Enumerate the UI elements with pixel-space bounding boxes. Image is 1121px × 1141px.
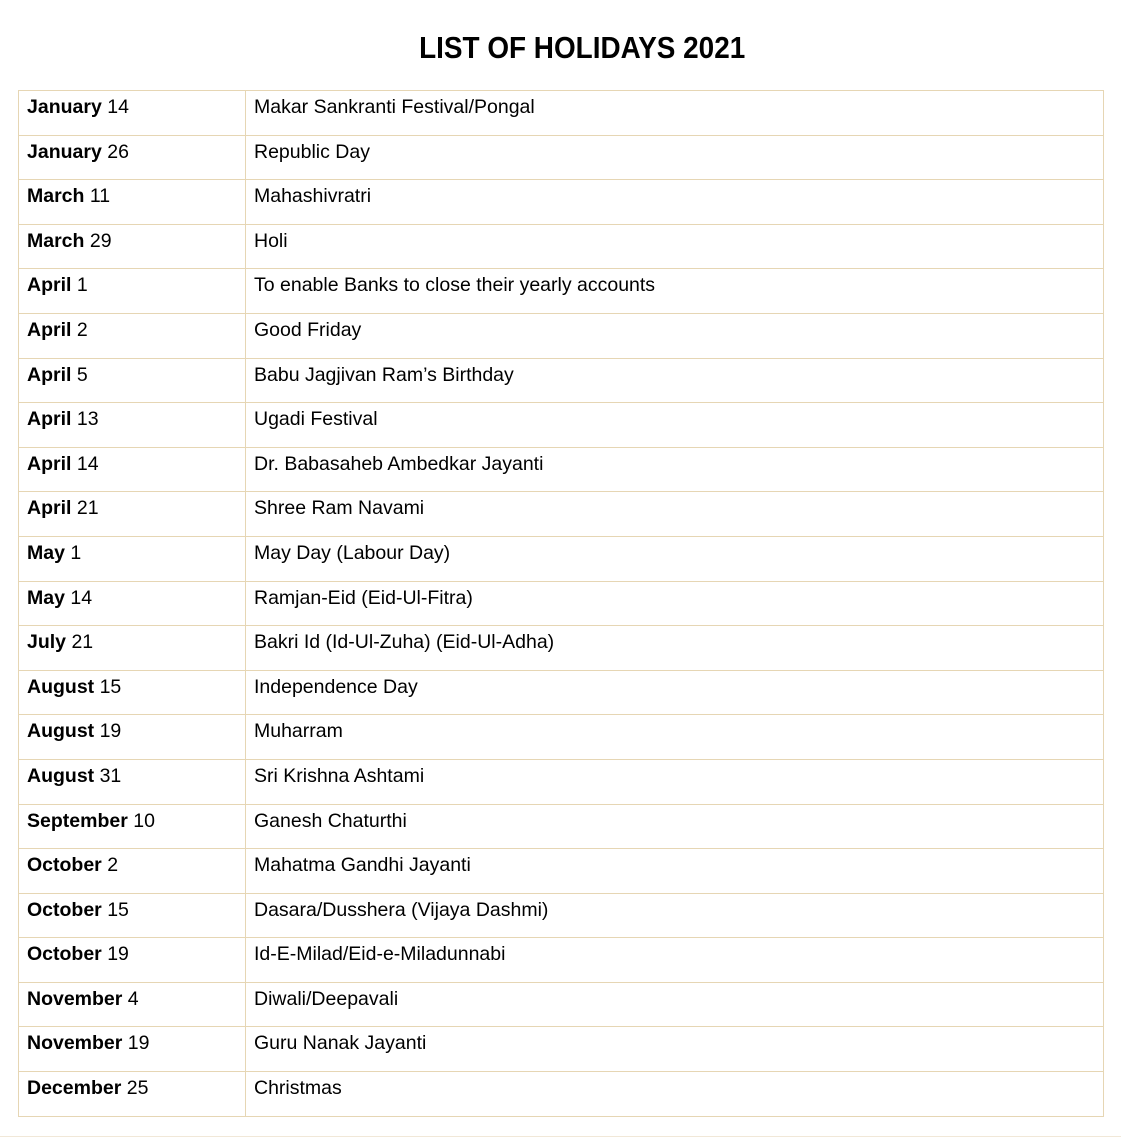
table-row: [19, 447, 1104, 492]
holiday-label: Muharram: [254, 720, 343, 743]
date-cell: [19, 135, 246, 180]
month-label: April: [27, 408, 72, 431]
holiday-label: Christmas: [254, 1077, 342, 1100]
month-label: October: [27, 943, 102, 966]
day-label: 10: [133, 809, 155, 832]
day-label: 29: [89, 229, 112, 252]
table-row: [19, 982, 1104, 1027]
holiday-label: Mahatma Gandhi Jayanti: [254, 854, 471, 877]
holiday-cell: [246, 626, 1104, 671]
holiday-label: Ramjan-Eid (Eid-Ul-Fitra): [254, 586, 473, 609]
holiday-cell: [246, 715, 1104, 760]
month-label: November: [27, 1032, 123, 1055]
day-label: 15: [99, 675, 122, 698]
table-row: [19, 849, 1104, 894]
month-label: December: [27, 1077, 122, 1100]
holiday-label: Sri Krishna Ashtami: [254, 764, 425, 787]
date-cell: [19, 180, 246, 225]
holiday-cell: [246, 447, 1104, 492]
date-cell: [19, 804, 246, 849]
month-label: April: [27, 497, 72, 520]
holiday-label: Guru Nanak Jayanti: [254, 1032, 427, 1055]
table-row: [19, 358, 1104, 403]
day-label: 14: [107, 96, 129, 118]
holiday-label: Mahashivratri: [254, 185, 372, 208]
holiday-label: Good Friday: [254, 318, 362, 341]
holiday-cell: [246, 536, 1104, 581]
day-label: 1: [76, 274, 88, 297]
table-row: [19, 581, 1104, 626]
day-label: 15: [107, 898, 129, 921]
month-label: April: [27, 452, 72, 475]
holiday-cell: [246, 135, 1104, 180]
day-label: 13: [76, 408, 99, 431]
holiday-cell: [246, 804, 1104, 849]
date-cell: [19, 447, 246, 492]
month-label: May: [27, 586, 65, 609]
date-cell: [19, 893, 246, 938]
holiday-cell: [246, 91, 1104, 136]
day-label: 31: [99, 764, 122, 787]
date-cell: [19, 938, 246, 983]
date-cell: [19, 670, 246, 715]
date-cell: [19, 358, 246, 403]
day-label: 14: [70, 586, 93, 609]
holiday-cell: [246, 938, 1104, 983]
month-label: August: [27, 720, 95, 743]
day-label: 5: [76, 363, 88, 386]
date-cell: [19, 269, 246, 314]
holiday-label: Independence Day: [254, 675, 418, 698]
day-label: 14: [76, 452, 99, 475]
table-row: [19, 180, 1104, 225]
holiday-label: Babu Jagjivan Ram’s Birthday: [254, 363, 514, 386]
table-row: [19, 313, 1104, 358]
month-label: November: [27, 987, 123, 1010]
holiday-cell: [246, 403, 1104, 448]
table-row: [19, 715, 1104, 760]
holiday-cell: [246, 269, 1104, 314]
table-row: [19, 536, 1104, 581]
holiday-cell: [246, 670, 1104, 715]
date-cell: [19, 224, 246, 269]
table-row: [19, 626, 1104, 671]
month-label: May: [27, 541, 65, 564]
holiday-cell: [246, 1072, 1104, 1117]
page-title: LIST OF HOLIDAYS 2021: [419, 30, 746, 65]
date-cell: [19, 91, 246, 136]
holiday-cell: [246, 849, 1104, 894]
day-label: 19: [107, 943, 129, 966]
day-label: 21: [76, 497, 99, 520]
month-label: April: [27, 318, 72, 341]
month-label: April: [27, 274, 72, 297]
table-row: [19, 893, 1104, 938]
month-label: September: [27, 809, 128, 832]
date-cell: [19, 1072, 246, 1117]
table-row: [19, 224, 1104, 269]
date-cell: [19, 581, 246, 626]
holiday-cell: [246, 982, 1104, 1027]
holiday-cell: [246, 180, 1104, 225]
holiday-label: Ganesh Chaturthi: [254, 809, 407, 832]
day-label: 26: [107, 140, 129, 163]
day-label: 21: [71, 631, 94, 654]
holiday-label: Dr. Babasaheb Ambedkar Jayanti: [254, 452, 544, 475]
table-row: [19, 269, 1104, 314]
date-cell: [19, 715, 246, 760]
day-label: 19: [99, 720, 122, 743]
holiday-label: Republic Day: [254, 140, 370, 163]
holiday-cell: [246, 1027, 1104, 1072]
month-label: March: [27, 229, 85, 252]
date-cell: [19, 626, 246, 671]
holiday-label: May Day (Labour Day): [254, 541, 451, 564]
table-row: [19, 403, 1104, 448]
day-label: 25: [126, 1077, 149, 1100]
table-row: [19, 759, 1104, 804]
table-row: [19, 1072, 1104, 1117]
table-row: [19, 135, 1104, 180]
holiday-cell: [246, 358, 1104, 403]
date-cell: [19, 759, 246, 804]
holiday-label: Shree Ram Navami: [254, 497, 425, 520]
holiday-label: Holi: [254, 229, 288, 252]
table-row: [19, 670, 1104, 715]
table-row: [19, 492, 1104, 537]
holiday-label: Makar Sankranti Festival/Pongal: [254, 96, 535, 118]
month-label: August: [27, 675, 95, 698]
holiday-label: Bakri Id (Id-Ul-Zuha) (Eid-Ul-Adha): [254, 631, 555, 654]
holiday-label: Id-E-Milad/Eid-e-Miladunnabi: [254, 943, 506, 966]
table-row: [19, 804, 1104, 849]
month-label: April: [27, 363, 72, 386]
holiday-cell: [246, 893, 1104, 938]
date-cell: [19, 982, 246, 1027]
day-label: 1: [70, 541, 82, 564]
bottom-rule: [0, 1136, 1121, 1137]
holiday-label: Dasara/Dusshera (Vijaya Dashmi): [254, 898, 549, 921]
day-label: 11: [89, 185, 111, 208]
table-row: [19, 938, 1104, 983]
month-label: March: [27, 185, 85, 208]
date-cell: [19, 313, 246, 358]
holiday-cell: [246, 759, 1104, 804]
holiday-cell: [246, 224, 1104, 269]
month-label: October: [27, 898, 102, 921]
holiday-cell: [246, 492, 1104, 537]
holiday-cell: [246, 313, 1104, 358]
month-label: October: [27, 854, 102, 877]
date-cell: [19, 403, 246, 448]
date-cell: [19, 536, 246, 581]
month-label: August: [27, 764, 95, 787]
day-label: 2: [107, 854, 119, 877]
holiday-label: To enable Banks to close their yearly accounts: [254, 274, 656, 297]
day-label: 2: [76, 318, 88, 341]
holiday-label: Ugadi Festival: [254, 408, 378, 431]
day-label: 19: [127, 1032, 150, 1055]
holidays-table: [18, 90, 1104, 1117]
title-bar: [18, 30, 1103, 66]
table-row: [19, 91, 1104, 136]
month-label: January: [27, 96, 102, 118]
month-label: January: [27, 140, 102, 163]
holiday-label: Diwali/Deepavali: [254, 987, 399, 1010]
day-label: 4: [127, 987, 139, 1010]
holiday-cell: [246, 581, 1104, 626]
table-row: [19, 1027, 1104, 1072]
month-label: July: [27, 631, 67, 654]
date-cell: [19, 492, 246, 537]
date-cell: [19, 1027, 246, 1072]
date-cell: [19, 849, 246, 894]
